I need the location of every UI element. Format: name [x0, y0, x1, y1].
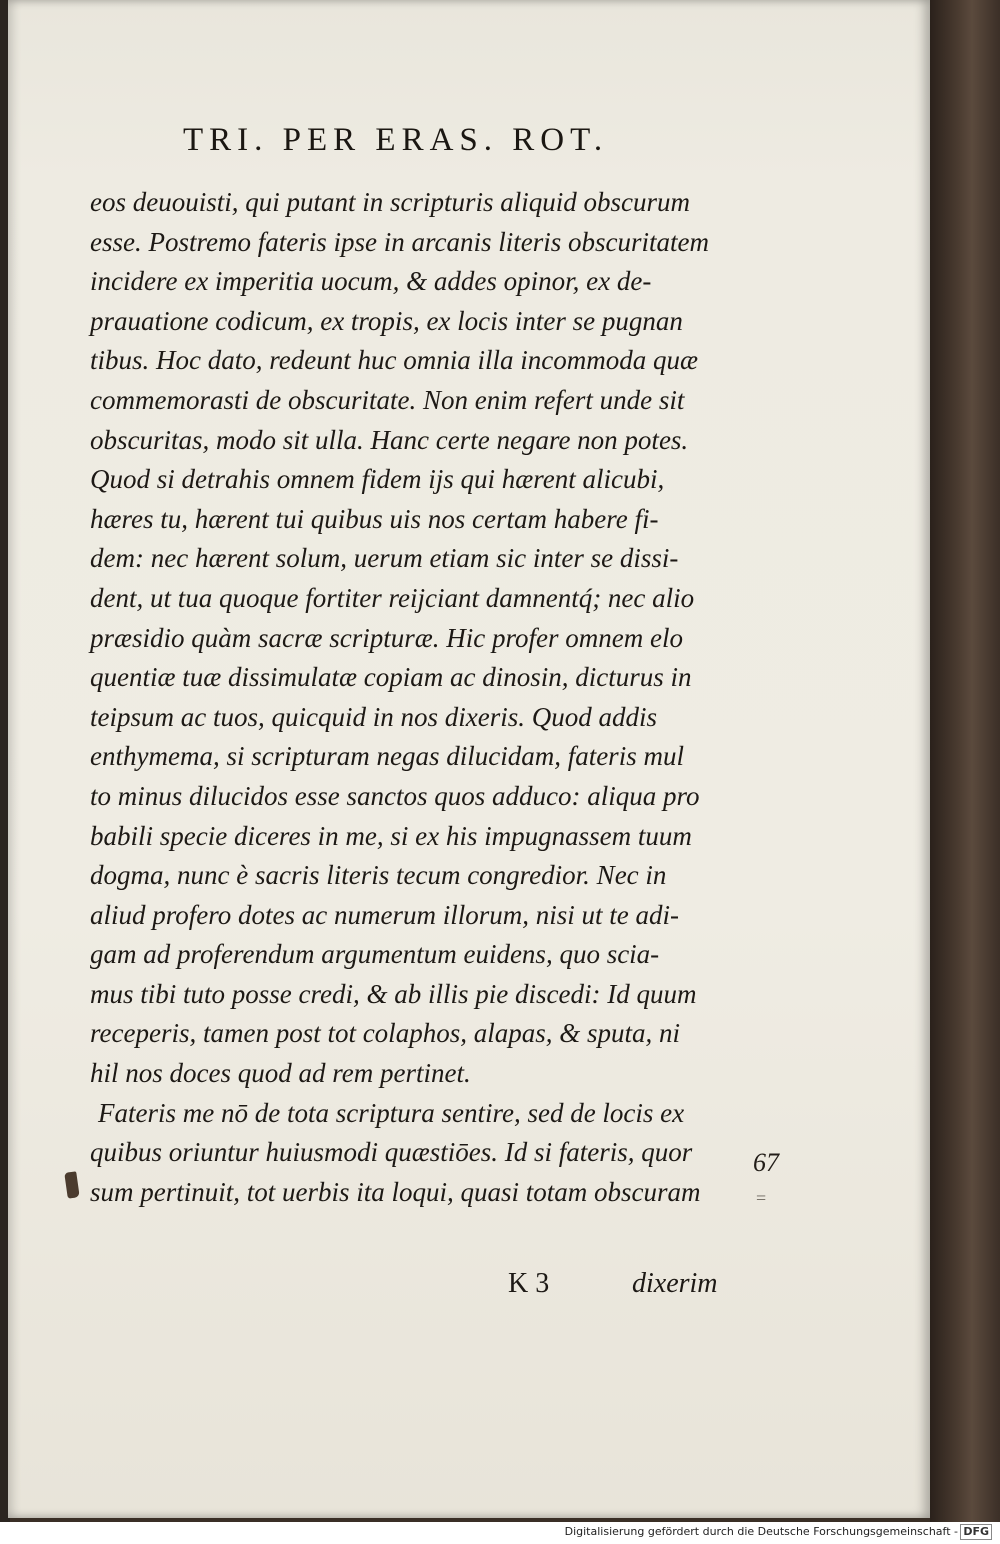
- text-line: eos deuouisti, qui putant in scripturis aliquid obscurum: [90, 187, 691, 217]
- text-line: gam ad proferendum argumentum euidens, quo scia-: [90, 939, 660, 970]
- margin-mark: =: [756, 1188, 767, 1208]
- text-line: commemorasti de obscuritate. Non enim refert unde sit: [90, 384, 685, 415]
- text-line: incidere ex imperitia uocum, & addes opinor, ex de-: [90, 266, 652, 297]
- text-block: [90, 183, 770, 1212]
- catchword: dixerim: [632, 1268, 718, 1299]
- text-line: quentiæ tuæ dissimulatæ copiam ac dinosin, dicturus in: [90, 662, 692, 693]
- text-line: Quod si detrahis omnem fidem ijs qui hærent alicubi,: [90, 464, 665, 495]
- text-line: receperis, tamen post tot colaphos, alapas, & sputa, ni: [90, 1018, 680, 1049]
- text-line: aliud profero dotes ac numerum illorum, nisi ut te adi-: [90, 899, 679, 930]
- text-line: hæres tu, hærent tui quibus uis nos certam habere fi-: [90, 503, 659, 534]
- text-line: to minus dilucidos esse sanctos quos adduco: aliqua pro: [90, 780, 700, 811]
- text-line: hil nos doces quod ad rem pertinet.: [90, 1058, 471, 1089]
- paragraph-start-line: Fateris me nō de tota scriptura sentire, sed de locis ex: [98, 1097, 685, 1128]
- dfg-logo: DFG: [960, 1524, 992, 1540]
- text-line: dem: nec hærent solum, uerum etiam sic inter se dissi-: [90, 543, 679, 574]
- text-line: tibus. Hoc dato, redeunt huc omnia illa incommoda quæ: [90, 345, 698, 376]
- text-line: babili specie diceres in me, si ex his impugnassem tuum: [90, 820, 692, 851]
- signature-mark: K 3: [508, 1268, 550, 1299]
- text-line: præsidio quàm sacræ scripturæ. Hic profer omnem elo: [90, 622, 683, 653]
- text-line: quibus oriuntur huiusmodi quæstiōes. Id si fateris, quor: [90, 1137, 693, 1168]
- text-line: sum pertinuit, tot uerbis ita loqui, quasi totam obscuram: [90, 1176, 701, 1207]
- text-line: enthymema, si scripturam negas dilucidam, fateris mul: [90, 741, 684, 772]
- text-line: mus tibi tuto posse credi, & ab illis pie discedi: Id quum: [90, 978, 697, 1009]
- text-line: esse. Postremo fateris ipse in arcanis literis obscuritatem: [90, 226, 709, 257]
- text-line: obscuritas, modo sit ulla. Hanc certe negare non potes.: [90, 424, 689, 455]
- book-edge-backdrop: [930, 0, 1000, 1544]
- book-page: [8, 0, 930, 1518]
- funding-credit: Digitalisierung gefördert durch die Deutsche Forschungsgemeinschaft -: [564, 1525, 958, 1538]
- margin-note: 67: [753, 1148, 779, 1177]
- ink-blot-mark: [64, 1171, 80, 1198]
- text-line: teipsum ac tuos, quicquid in nos dixeris. Quod addis: [90, 701, 657, 732]
- text-line: prauatione codicum, ex tropis, ex locis inter se pugnan: [90, 305, 683, 336]
- running-head: TRI. PER ERAS. ROT.: [183, 122, 609, 158]
- text-line: dent, ut tua quoque fortiter reijciant damnentq́; nec alio: [90, 582, 695, 613]
- text-line: dogma, nunc è sacris literis tecum congredior. Nec in: [90, 860, 667, 891]
- signature-line: [508, 1268, 738, 1300]
